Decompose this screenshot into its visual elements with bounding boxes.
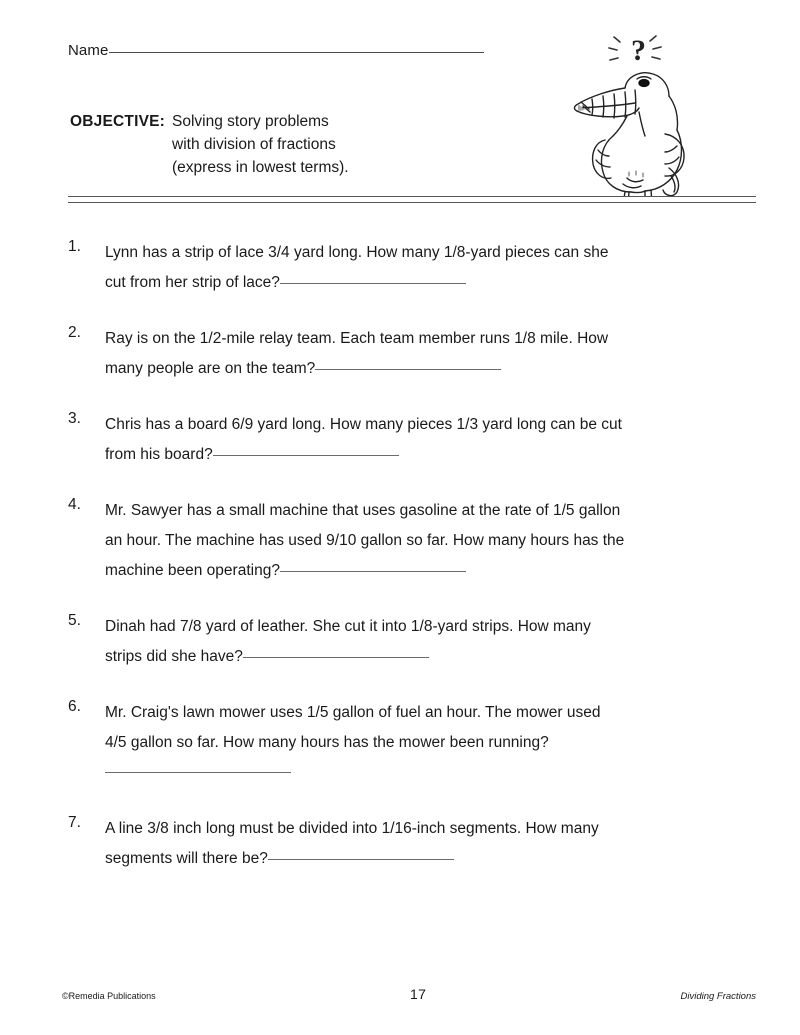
name-label: Name (68, 42, 109, 59)
objective-label: OBJECTIVE: (70, 113, 166, 130)
footer-page-number: 17 (410, 986, 427, 1002)
problem-number: 4. (68, 496, 81, 513)
name-write-in-line[interactable] (109, 52, 484, 53)
answer-blank[interactable] (243, 657, 429, 658)
problem-number: 7. (68, 814, 81, 831)
problem-text: Mr. Craig's lawn mower uses 1/5 gallon of fuel an hour. The mower used (105, 704, 601, 721)
answer-blank[interactable] (268, 859, 454, 860)
problem-list (68, 238, 758, 900)
problem-item (68, 496, 758, 586)
problem-text: Chris has a board 6/9 yard long. How many pieces 1/3 yard long can be cut (105, 416, 622, 433)
problem-item (68, 612, 758, 672)
problem-body (105, 324, 758, 384)
problem-text: strips did she have? (105, 648, 243, 665)
name-field-row (68, 42, 484, 59)
problem-body (105, 814, 758, 874)
problem-text: machine been operating? (105, 562, 280, 579)
objective-text (172, 110, 349, 179)
problem-text: Mr. Sawyer has a small machine that uses gasoline at the rate of 1/5 gallon (105, 502, 621, 519)
problem-text: Ray is on the 1/2-mile relay team. Each team member runs 1/8 mile. How (105, 330, 609, 347)
problem-body (105, 496, 758, 586)
answer-blank[interactable] (280, 571, 466, 572)
problem-line (105, 268, 758, 298)
problem-text: A line 3/8 inch long must be divided into 1/16-inch segments. How many (105, 820, 599, 837)
answer-blank[interactable] (315, 369, 501, 370)
problem-line (105, 698, 758, 728)
problem-text: from his board? (105, 446, 213, 463)
page-footer (62, 986, 756, 1002)
confused-toucan-icon (565, 26, 705, 196)
footer-copyright: ©Remedia Publications (62, 991, 156, 1001)
problem-number: 2. (68, 324, 81, 341)
problem-line (105, 728, 758, 758)
problem-text: Lynn has a strip of lace 3/4 yard long. How many 1/8-yard pieces can she (105, 244, 609, 261)
problem-text: many people are on the team? (105, 360, 316, 377)
problem-line (105, 440, 758, 470)
header-divider (68, 196, 756, 203)
problem-body (105, 698, 758, 788)
problem-line (105, 814, 758, 844)
problem-line (105, 642, 758, 672)
problem-line (105, 238, 758, 268)
problem-line (105, 496, 758, 526)
problem-line (105, 758, 758, 788)
problem-line (105, 410, 758, 440)
problem-text: segments will there be? (105, 850, 268, 867)
problem-line (105, 354, 758, 384)
problem-line (105, 324, 758, 354)
problem-line (105, 612, 758, 642)
problem-body (105, 410, 758, 470)
svg-text:?: ? (631, 34, 646, 67)
objective-line-1: Solving story problems (172, 113, 329, 130)
problem-text: cut from her strip of lace? (105, 274, 280, 291)
problem-number: 3. (68, 410, 81, 427)
problem-line (105, 556, 758, 586)
problem-text: 4/5 gallon so far. How many hours has the mower been running? (105, 734, 549, 751)
answer-blank[interactable] (213, 455, 399, 456)
problem-body (105, 612, 758, 672)
problem-line (105, 844, 758, 874)
objective-block (70, 110, 349, 179)
objective-line-2: with division of fractions (172, 136, 336, 153)
problem-item (68, 698, 758, 788)
problem-number: 6. (68, 698, 81, 715)
problem-item (68, 238, 758, 298)
answer-blank[interactable] (280, 283, 466, 284)
footer-title: Dividing Fractions (680, 991, 756, 1002)
objective-line-3: (express in lowest terms). (172, 159, 349, 176)
problem-body (105, 238, 758, 298)
problem-line (105, 526, 758, 556)
question-mark-glyph (631, 34, 646, 67)
problem-number: 5. (68, 612, 81, 629)
answer-blank[interactable] (105, 772, 291, 773)
problem-item (68, 814, 758, 874)
problem-item (68, 324, 758, 384)
problem-number: 1. (68, 238, 81, 255)
problem-text: an hour. The machine has used 9/10 gallon so far. How many hours has the (105, 532, 625, 549)
problem-item (68, 410, 758, 470)
problem-text: Dinah had 7/8 yard of leather. She cut it into 1/8-yard strips. How many (105, 618, 591, 635)
